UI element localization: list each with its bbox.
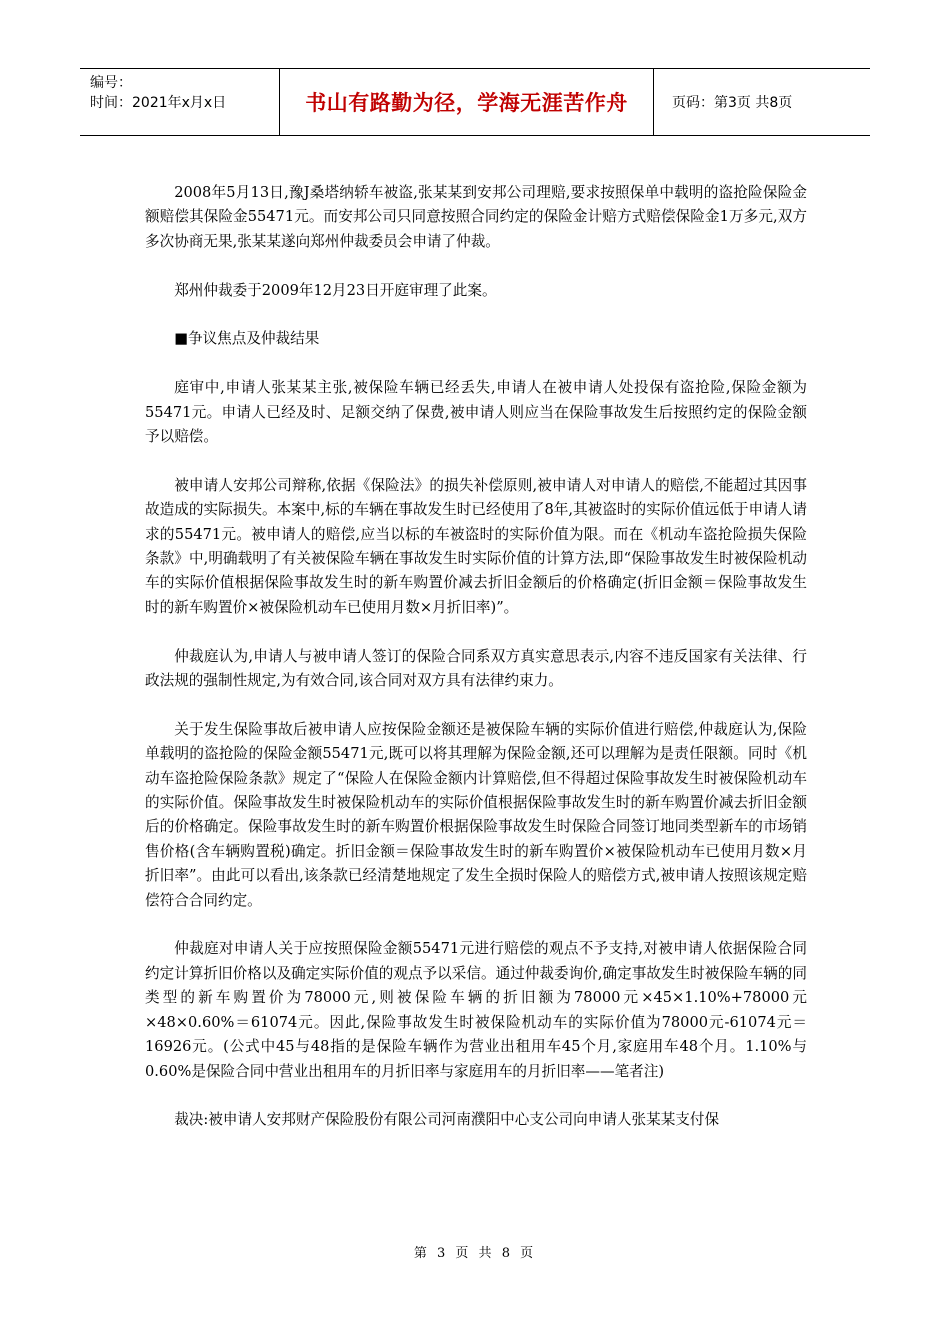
page-footer: 第 3 页 共 8 页 [413, 1246, 537, 1261]
body-paragraph: 仲裁庭对申请人关于应按照保险金额55471元进行赔偿的观点不予支持,对被申请人依据保险合同约定计算折旧价格以及确定实际价值的观点予以采信。通过仲裁委询价,确定事故发生时被保险车辆的同类型的新车购置价为78000元,则被保险车辆的折旧额为78000元×45×1.10%+78000元×48×0.60%＝61074元。因此,保险事故发生时被保险机动车的实际价值为78000元-61074元＝16926元。(公式中45与48指的是保险车辆作为营业出租用车45个月,家庭用车48个月。1.10%与0.60%是保险合同中营业出租用车的月折旧率与家庭用车的月折旧率——笔者注) [145, 940, 807, 1080]
header-page-info: 页码：第3页 共8页 [672, 95, 793, 111]
document-number-label: 编号： [90, 75, 132, 91]
body-paragraph: 庭审中,申请人张某某主张,被保险车辆已经丢失,申请人在被申请人处投保有盗抢险,保险金额为55471元。申请人已经及时、足额交纳了保费,被申请人则应当在保险事故发生后按照约定的保险金额予以赔偿。 [145, 379, 807, 446]
body-paragraph: 被申请人安邦公司辩称,依据《保险法》的损失补偿原则,被申请人对申请人的赔偿,不能超过其因事故造成的实际损失。本案中,标的车辆在事故发生时已经使用了8年,其被盗时的实际价值远低于申请人请求的55471元。被申请人的赔偿,应当以标的车被盗时的实际价值为限。而在《机动车盗抢险损失保险条款》中,明确载明了有关被保险车辆在事故发生时实际价值的计算方法,即“保险事故发生时被保险机动车的实际价值根据保险事故发生时的新车购置价减去折旧金额后的价格确定(折旧金额＝保险事故发生时的新车购置价×被保险机动车已使用月数×月折旧率)”。 [145, 476, 807, 616]
document-date-label: 时间：2021年x月x日 [90, 95, 227, 111]
section-heading: ■争议焦点及仲裁结果 [174, 330, 320, 348]
header-motto: 书山有路勤为径，学海无涯苦作舟 [280, 69, 654, 135]
body-paragraph: 裁决:被申请人安邦财产保险股份有限公司河南濮阳中心支公司向申请人张某某支付保 [174, 1111, 720, 1129]
document-body [145, 181, 807, 1157]
body-paragraph: 郑州仲裁委于2009年12月23日开庭审理了此案。 [174, 281, 497, 299]
body-paragraph: 仲裁庭认为,申请人与被申请人签订的保险合同系双方真实意思表示,内容不违反国家有关法律、行政法规的强制性规定,为有效合同,该合同对双方具有法律约束力。 [145, 647, 807, 690]
page-header [80, 68, 870, 136]
body-paragraph: 2008年5月13日,豫J桑塔纳轿车被盗,张某某到安邦公司理赔,要求按照保单中载明的盗抢险保险金额赔偿其保险金55471元。而安邦公司只同意按照合同约定的保险金计赔方式赔偿保险金1万多元,双方多次协商无果,张某某遂向郑州仲裁委员会申请了仲裁。 [145, 184, 807, 250]
body-paragraph: 关于发生保险事故后被申请人应按保险金额还是被保险车辆的实际价值进行赔偿,仲裁庭认为,保险单载明的盗抢险的保险金额55471元,既可以将其理解为保险金额,还可以理解为是责任限额。同时《机动车盗抢险保险条款》规定了“保险人在保险金额内计算赔偿,但不得超过保险事故发生时被保险机动车的实际价值。保险事故发生时被保险机动车的实际价值根据保险事故发生时的新车购置价减去折旧金额后的价格确定。保险事故发生时的新车购置价根据保险事故发生时保险合同签订地同类型新车的市场销售价格(含车辆购置税)确定。折旧金额＝保险事故发生时的新车购置价×被保险机动车已使用月数×月折旧率”。由此可以看出,该条款已经清楚地规定了发生全损时保险人的赔偿方式,被申请人按照该规定赔偿符合合同约定。 [145, 720, 807, 909]
header-meta [80, 69, 280, 135]
